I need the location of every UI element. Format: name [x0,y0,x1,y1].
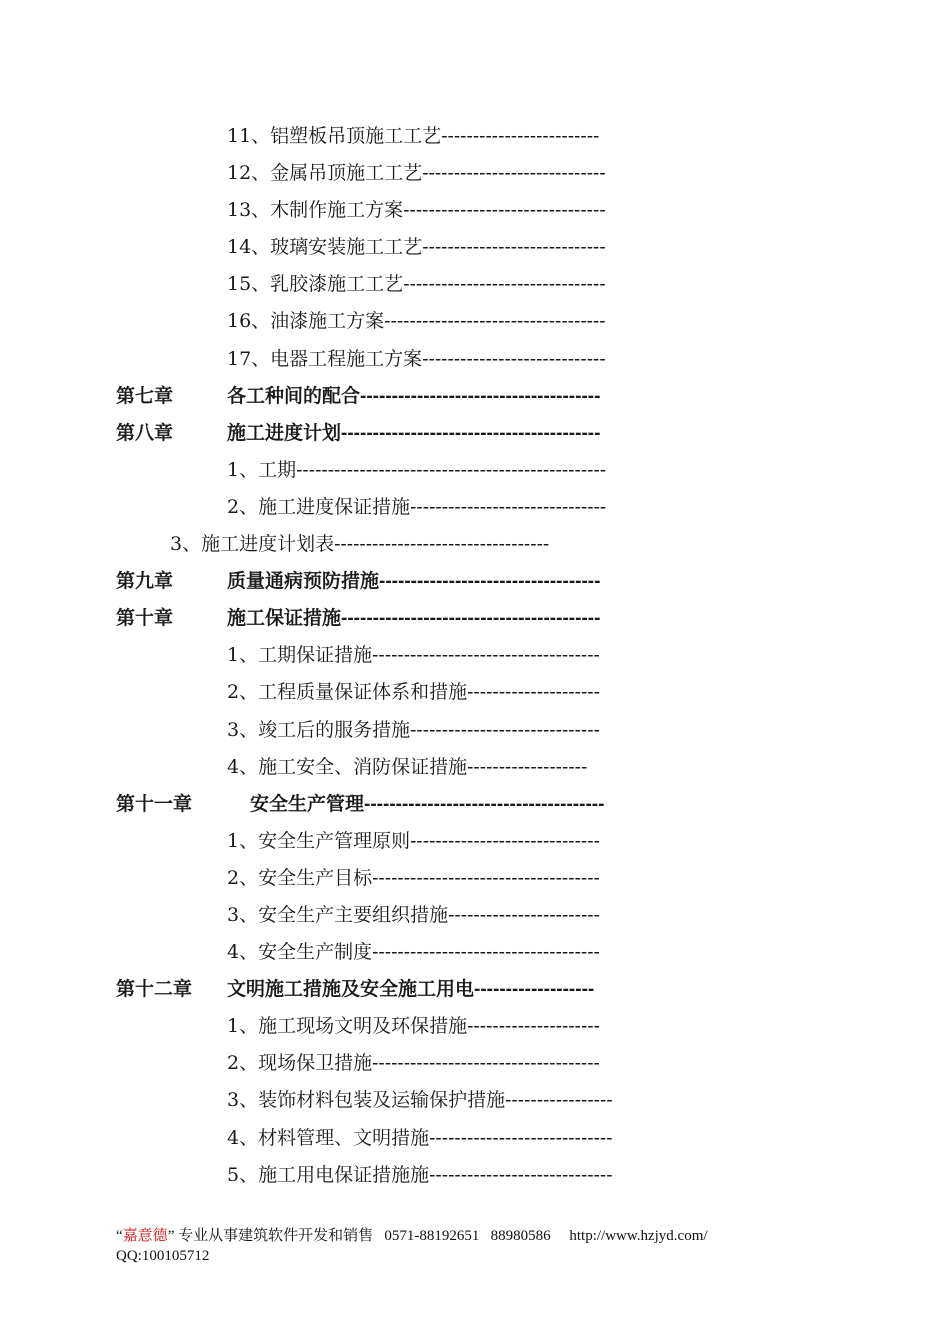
toc-item-row [0,860,950,897]
leader-dashes: ------------------------------ [410,830,600,852]
leader-dashes: -------------------------------- [403,200,606,222]
toc-item-row [0,526,950,563]
toc-entry-text: 安全生产管理 [250,792,365,815]
chapter-label: 第八章 [116,421,174,444]
toc-entry-text: 2、安全生产目标 [227,866,373,889]
toc-entry-text: 1、安全生产管理原则 [227,829,411,852]
leader-dashes: ------------------------------------ [372,942,600,964]
toc-entry-text: 12、金属吊顶施工工艺 [227,162,423,185]
toc-item-link[interactable] [227,303,606,340]
toc-entry-text: 14、玻璃安装施工工艺 [227,236,423,259]
leader-dashes: ----------------------------- [429,1164,613,1186]
toc-item-row [0,637,950,674]
toc-entry-text: 11、铝塑板吊顶施工工艺 [227,125,442,147]
chapter-label: 第九章 [116,570,174,593]
toc-chapter-row [0,971,950,1008]
toc-entry-text: 4、安全生产制度 [227,941,373,964]
toc-entry-text: 17、电器工程施工方案 [227,347,423,370]
toc-entry-text: 1、施工现场文明及环保措施 [227,1015,468,1038]
leader-dashes: ---------------------------------- [334,534,550,556]
toc-chapter-row [0,378,950,415]
toc-entry-text: 施工进度计划 [227,421,342,444]
chapter-title [250,786,604,823]
leader-dashes: ------------------------------------------------- [296,459,607,481]
toc-item-link[interactable] [227,823,600,860]
toc-item-row [0,229,950,266]
leader-dashes: ------------------------ [448,904,600,926]
toc-item-link[interactable] [227,118,599,155]
toc-item-link[interactable] [227,489,606,526]
leader-dashes: ------------------- [474,979,595,1001]
toc-item-row [0,118,950,155]
toc-item-row [0,897,950,934]
leader-dashes: -------------------------------------- [364,793,605,815]
toc-item-link[interactable] [227,897,600,934]
leader-dashes: ----------------------------------------- [341,422,601,444]
footer-open-quote: “ [116,1228,123,1244]
toc-entry-text: 3、竣工后的服务措施 [227,718,411,741]
toc-item-link[interactable] [227,637,600,674]
toc-item-row [0,155,950,192]
leader-dashes: ----------------------------- [429,1127,613,1149]
toc-item-link[interactable] [227,1008,600,1045]
chapter-title [227,378,600,415]
leader-dashes: -------------------------------------- [360,385,601,407]
toc-entry-text: 2、工程质量保证体系和措施 [227,681,468,704]
toc-chapter-row [0,600,950,637]
leader-dashes: ----------------------------- [422,348,606,370]
leader-dashes: ----------------------------- [422,237,606,259]
footer-qq: QQ:100105712 [116,1248,210,1264]
toc-entry-text: 2、施工进度保证措施 [227,495,411,518]
leader-dashes: ------------------------------ [410,719,600,741]
toc-entry-text: 质量通病预防措施 [227,570,380,593]
leader-dashes: ------------------------------------ [372,645,600,667]
toc-entry-text: 4、施工安全、消防保证措施 [227,755,468,778]
leader-dashes: ------------------- [467,756,588,778]
leader-dashes: ------------------------------------ [372,867,600,889]
toc-item-row [0,192,950,229]
footer-line-1 [116,1226,816,1246]
toc-item-row [0,303,950,340]
toc-item-link[interactable] [227,674,600,711]
toc-item-row [0,1082,950,1119]
toc-item-row [0,934,950,971]
chapter-label: 第十二章 [116,978,193,1001]
toc-entry-text: 文明施工措施及安全施工用电 [227,978,475,1001]
toc-entry-text: 13、木制作施工方案 [227,199,404,222]
toc-item-link[interactable] [227,266,606,303]
toc-item-link[interactable] [227,712,600,749]
toc-entry-text: 3、施工进度计划表 [170,533,335,556]
leader-dashes: ----------------------------------- [384,311,606,333]
toc-entry-text: 1、工期 [227,458,297,481]
toc-item-link[interactable] [227,1120,613,1157]
footer-phone-1: 0571-88192651 [384,1228,480,1244]
toc-item-row [0,341,950,378]
toc-entry-text: 4、材料管理、文明措施 [227,1126,430,1149]
footer-url-link[interactable]: http://www.hzjyd.com/ [569,1228,708,1244]
toc-item-row [0,266,950,303]
toc-item-row [0,1120,950,1157]
chapter-label: 第十一章 [116,792,193,815]
toc-item-row [0,1008,950,1045]
toc-item-link[interactable] [227,341,606,378]
toc-item-link[interactable] [170,526,549,563]
toc-item-link[interactable] [227,1157,613,1194]
leader-dashes: ----------------- [505,1090,613,1112]
toc-item-link[interactable] [227,192,606,229]
toc-item-link[interactable] [227,860,600,897]
toc-entry-text: 各工种间的配合 [227,384,361,407]
toc-item-row [0,1157,950,1194]
leader-dashes: ------------------------- [441,126,600,147]
toc-entry-text: 3、安全生产主要组织措施 [227,903,449,926]
toc-item-row [0,1045,950,1082]
leader-dashes: ------------------------------------ [372,1053,600,1075]
toc-entry-text: 1、工期保证措施 [227,644,373,667]
toc-item-row [0,489,950,526]
leader-dashes: ----------------------------------------- [341,608,601,630]
toc-chapter-row [0,415,950,452]
toc-item-link[interactable] [227,934,600,971]
leader-dashes: --------------------- [467,1016,600,1038]
toc-item-row [0,712,950,749]
leader-dashes: --------------------- [467,682,600,704]
footer-phone-2: 88980586 [490,1228,551,1244]
chapter-title [227,971,594,1008]
page-footer [116,1226,816,1266]
footer-line-2 [116,1246,816,1266]
chapter-title [227,415,600,452]
leader-dashes: ----------------------------- [422,163,606,185]
toc-item-link[interactable] [227,452,606,489]
footer-close-quote: ” [167,1228,175,1244]
toc-item-row [0,823,950,860]
toc-entry-text: 施工保证措施 [227,607,342,630]
toc-item-link[interactable] [227,1045,600,1082]
footer-tagline: 专业从事建筑软件开发和销售 [178,1228,374,1244]
toc-chapter-row [0,563,950,600]
chapter-title [227,563,600,600]
toc-entry-text: 15、乳胶漆施工工艺 [227,273,404,296]
toc-item-row [0,674,950,711]
toc-item-row [0,452,950,489]
leader-dashes: -------------------------------- [403,274,606,296]
footer-brand: 嘉意德 [122,1228,168,1244]
chapter-label: 第十章 [116,607,174,630]
toc-entry-text: 5、施工用电保证措施施 [227,1163,430,1186]
leader-dashes: ------------------------------- [410,496,607,518]
toc-item-link[interactable] [227,749,587,786]
toc-item-link[interactable] [227,229,606,266]
toc-chapter-row [0,786,950,823]
toc-item-link[interactable] [227,155,606,192]
table-of-contents [0,118,950,1194]
leader-dashes: ----------------------------------- [379,571,601,593]
toc-entry-text: 16、油漆施工方案 [227,310,385,333]
toc-entry-text: 2、现场保卫措施 [227,1052,373,1075]
chapter-title [227,600,600,637]
toc-item-row [0,749,950,786]
chapter-label: 第七章 [116,384,174,407]
toc-entry-text: 3、装饰材料包装及运输保护措施 [227,1089,506,1112]
toc-item-link[interactable] [227,1082,613,1119]
